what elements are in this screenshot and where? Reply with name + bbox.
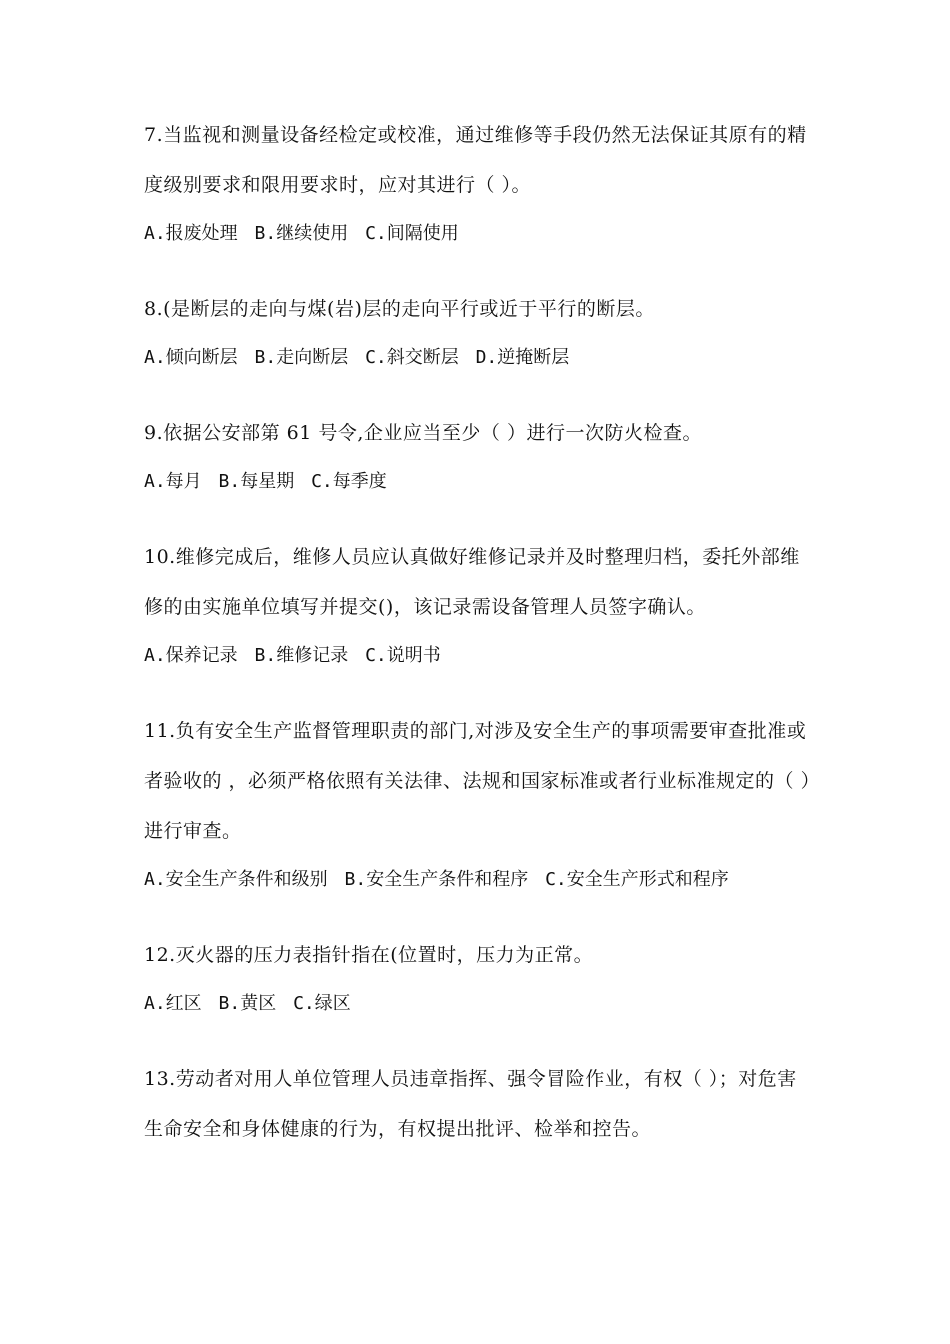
option-a: A.红区 xyxy=(144,993,202,1014)
option-a: A.报废处理 xyxy=(144,223,238,244)
question-stem: 12.灭火器的压力表指针指在(位置时，压力为正常。 xyxy=(144,944,594,966)
option-b: B.每星期 xyxy=(218,471,295,492)
option-b: B.安全生产条件和程序 xyxy=(344,869,529,890)
question-stem: 11.负有安全生产监督管理职责的部门,对涉及安全生产的事项需要审查批准或者验收的 ，必须严格依照有关法律、法规和国家标准或者行业标准规定的（ ）进行审查。 xyxy=(144,720,811,842)
question-stem: 7.当监视和测量设备经检定或校准，通过维修等手段仍然无法保证其原有的精度级别要求和限用要求时，应对其进行（ ）。 xyxy=(144,124,807,196)
question-13 xyxy=(144,1054,814,1154)
option-c: C.说明书 xyxy=(365,645,441,666)
option-c: C.安全生产形式和程序 xyxy=(545,869,729,890)
question-10 xyxy=(144,532,814,680)
question-8 xyxy=(144,284,814,382)
option-c: C.斜交断层 xyxy=(365,347,459,368)
option-c: C.间隔使用 xyxy=(365,223,459,244)
option-b: B.黄区 xyxy=(218,993,277,1014)
question-11 xyxy=(144,706,814,904)
question-options xyxy=(144,856,814,904)
question-12 xyxy=(144,930,814,1028)
question-stem: 13.劳动者对用人单位管理人员违章指挥、强令冒险作业，有权（ ）；对危害生命安全和身体健康的行为，有权提出批评、检举和控告。 xyxy=(144,1068,797,1140)
question-options xyxy=(144,632,814,680)
option-b: B.走向断层 xyxy=(254,347,349,368)
question-options xyxy=(144,334,814,382)
question-options xyxy=(144,210,814,258)
question-7 xyxy=(144,110,814,258)
question-options xyxy=(144,980,814,1028)
option-c: C.每季度 xyxy=(311,471,387,492)
document-page xyxy=(144,110,814,1180)
question-stem: 8.(是断层的走向与煤(岩)层的走向平行或近于平行的断层。 xyxy=(144,298,655,320)
question-9 xyxy=(144,408,814,506)
option-b: B.维修记录 xyxy=(254,645,349,666)
option-a: A.安全生产条件和级别 xyxy=(144,869,328,890)
option-a: A.倾向断层 xyxy=(144,347,238,368)
question-stem: 10.维修完成后，维修人员应认真做好维修记录并及时整理归档，委托外部维修的由实施单位填写并提交()，该记录需设备管理人员签字确认。 xyxy=(144,546,800,618)
option-c: C.绿区 xyxy=(293,993,351,1014)
question-options xyxy=(144,458,814,506)
option-a: A.每月 xyxy=(144,471,202,492)
option-b: B.继续使用 xyxy=(254,223,349,244)
option-d: D.逆掩断层 xyxy=(475,347,570,368)
question-stem: 9.依据公安部第 61 号令,企业应当至少（ ）进行一次防火检查。 xyxy=(144,422,702,444)
option-a: A.保养记录 xyxy=(144,645,238,666)
